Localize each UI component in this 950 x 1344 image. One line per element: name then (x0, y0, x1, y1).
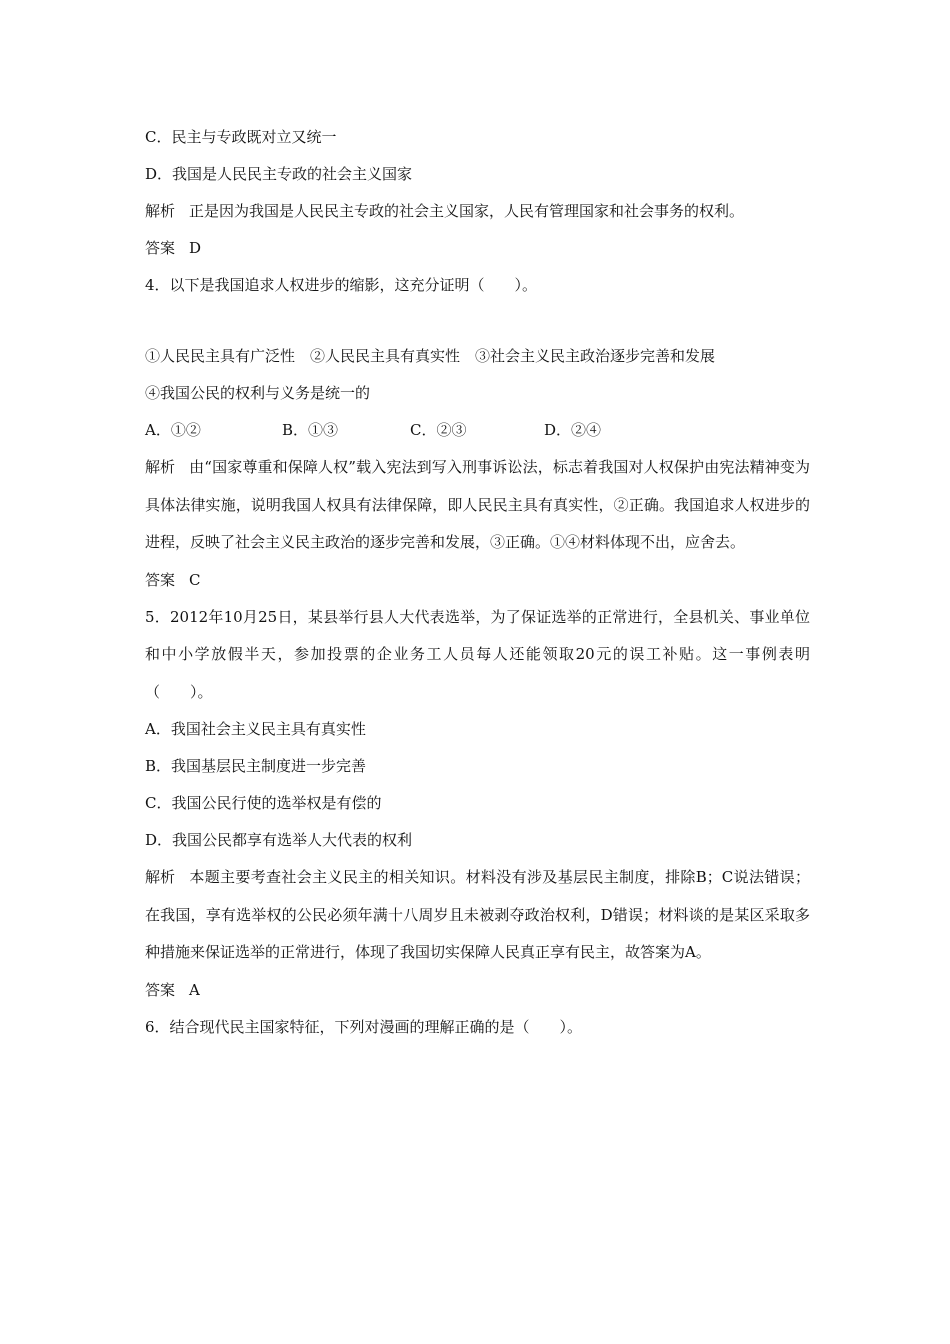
q4-blank-space (145, 304, 810, 338)
answer-label: 答案 (145, 239, 176, 257)
q4-option-b: B．①③ (282, 421, 339, 439)
q5-stem: 5．2012年10月25日，某县举行县人大代表选举，为了保证选举的正常进行，全县机关、事业单位和中小学放假半天，参加投票的企业务工人员每人还能领取20元的误工补贴。这一事例表明（ ）。 (145, 607, 810, 701)
analysis-label: 解析 (145, 458, 176, 476)
q3-option-d: D．我国是人民民主专政的社会主义国家 (145, 165, 413, 183)
q4-items-line-2: ④我国公民的权利与义务是统一的 (145, 384, 371, 402)
q4-analysis-text: 由“国家尊重和保障人权”载入宪法到写入刑事诉讼法，标志着我国对人权保护由宪法精神变为具体法律实施，说明我国人权具有法律保障，即人民民主具有真实性，②正确。我国追求人权进步的进程，反映了社会主义民主政治的逐步完善和发展，③正确。①④材料体现不出，应舍去。 (145, 458, 810, 551)
q5-analysis (145, 859, 810, 972)
q4-analysis (145, 449, 810, 562)
q4-answer-value: C (189, 570, 201, 589)
analysis-label: 解析 (145, 868, 176, 886)
q4-stem: 4．以下是我国追求人权进步的缩影，这充分证明（ ）。 (145, 276, 538, 294)
q5-analysis-text: 本题主要考查社会主义民主的相关知识。材料没有涉及基层民主制度，排除B；C说法错误；在我国，享有选举权的公民必须年满十八周岁且未被剥夺政治权利，D错误；材料谈的是某区采取多种措施来保证选举的正常进行，体现了我国切实保障人民真正享有民主，故答案为A。 (145, 868, 810, 961)
q3-analysis (145, 193, 810, 230)
q4-options (145, 412, 810, 449)
analysis-label: 解析 (145, 202, 176, 220)
answer-label: 答案 (145, 570, 176, 589)
q5-option-c: C．我国公民行使的选举权是有偿的 (145, 794, 382, 812)
q4-option-d: D．②④ (544, 421, 602, 439)
q6-stem: 6．结合现代民主国家特征，下列对漫画的理解正确的是（ ）。 (145, 1017, 583, 1036)
q3-option-c: C．民主与专政既对立又统一 (145, 128, 337, 146)
q4-answer (145, 562, 810, 599)
q5-answer (145, 972, 810, 1009)
q5-option-a: A．我国社会主义民主具有真实性 (145, 720, 366, 738)
q5-answer-value: A (189, 980, 200, 999)
q3-analysis-text: 正是因为我国是人民民主专政的社会主义国家，人民有管理国家和社会事务的权利。 (189, 202, 745, 220)
q4-option-c: C．②③ (410, 421, 467, 439)
q5-option-b: B．我国基层民主制度进一步完善 (145, 757, 367, 775)
q3-answer (145, 230, 810, 267)
document-body (145, 119, 810, 1046)
q4-option-a: A．①② (145, 421, 201, 439)
answer-label: 答案 (145, 980, 176, 999)
q5-option-d: D．我国公民都享有选举人大代表的权利 (145, 831, 413, 849)
q4-items-line-1: ①人民民主具有广泛性 ②人民民主具有真实性 ③社会主义民主政治逐步完善和发展 (145, 347, 716, 365)
q3-answer-value: D (189, 239, 202, 257)
